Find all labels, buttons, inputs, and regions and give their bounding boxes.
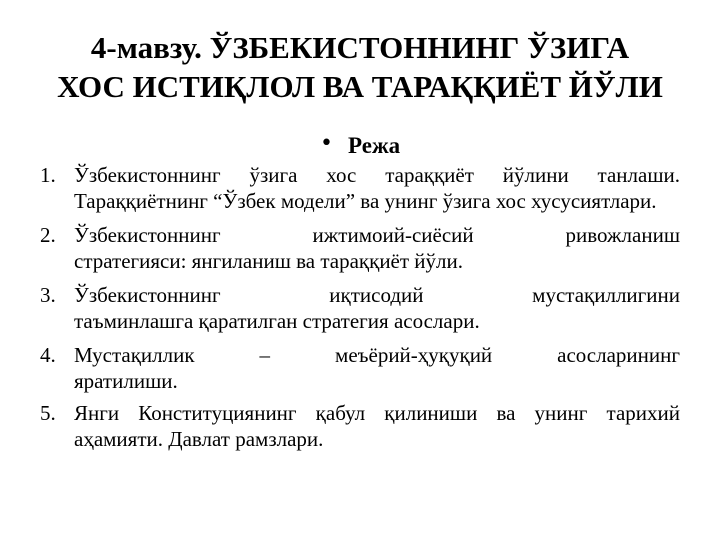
list-item-text-line-1: Ўзбекистоннинг ижтимоий-сиёсий ривожланиш: [74, 223, 680, 247]
list-item-number: 1.: [40, 163, 56, 187]
list-item-number: 2.: [40, 223, 56, 247]
list-item-4: [40, 342, 680, 394]
list-item-text-line-2: таъминлашга қаратилган стратегия асослари.: [74, 309, 480, 333]
list-item-5: [40, 400, 680, 452]
slide-title: [20, 28, 700, 106]
list-item-text: Янги Конституциянинг қабул қилиниши ва унинг тарихий аҳамияти. Давлат рамзлари.: [74, 401, 680, 451]
list-item-2: [40, 222, 680, 274]
plan-list: [40, 162, 680, 452]
list-item-text-line-2: яратилиши.: [74, 369, 178, 393]
list-item-number: 5.: [40, 401, 56, 425]
list-item-text: Ўзбекистоннинг ўзига хос тараққиёт йўлини танлаши. Тараққиётнинг “Ўзбек модели” ва унинг ўзига хос хусусиятлари.: [74, 163, 680, 213]
title-line-1: 4-мавзу. ЎЗБЕКИСТОННИНГ ЎЗИГА: [90, 30, 630, 65]
list-item-text-line-2: стратегияси: янгиланиш ва тараққиёт йўли.: [74, 249, 464, 273]
list-item-1: [40, 162, 680, 214]
plan-heading: Режа: [348, 133, 401, 158]
list-item-3: [40, 282, 680, 334]
subtitle-row: [0, 130, 720, 160]
list-item-text-line-1: Мустақиллик – меъёрий-ҳуқуқий асосларининг: [74, 343, 680, 367]
list-item-text-line-1: Ўзбекистоннинг иқтисодий мустақиллигини: [74, 283, 680, 307]
bullet-icon: •: [320, 131, 333, 156]
list-item-number: 4.: [40, 343, 56, 367]
title-line-2: ХОС ИСТИҚЛОЛ ВА ТАРАҚҚИЁТ ЙЎЛИ: [57, 69, 663, 104]
list-item-number: 3.: [40, 283, 56, 307]
